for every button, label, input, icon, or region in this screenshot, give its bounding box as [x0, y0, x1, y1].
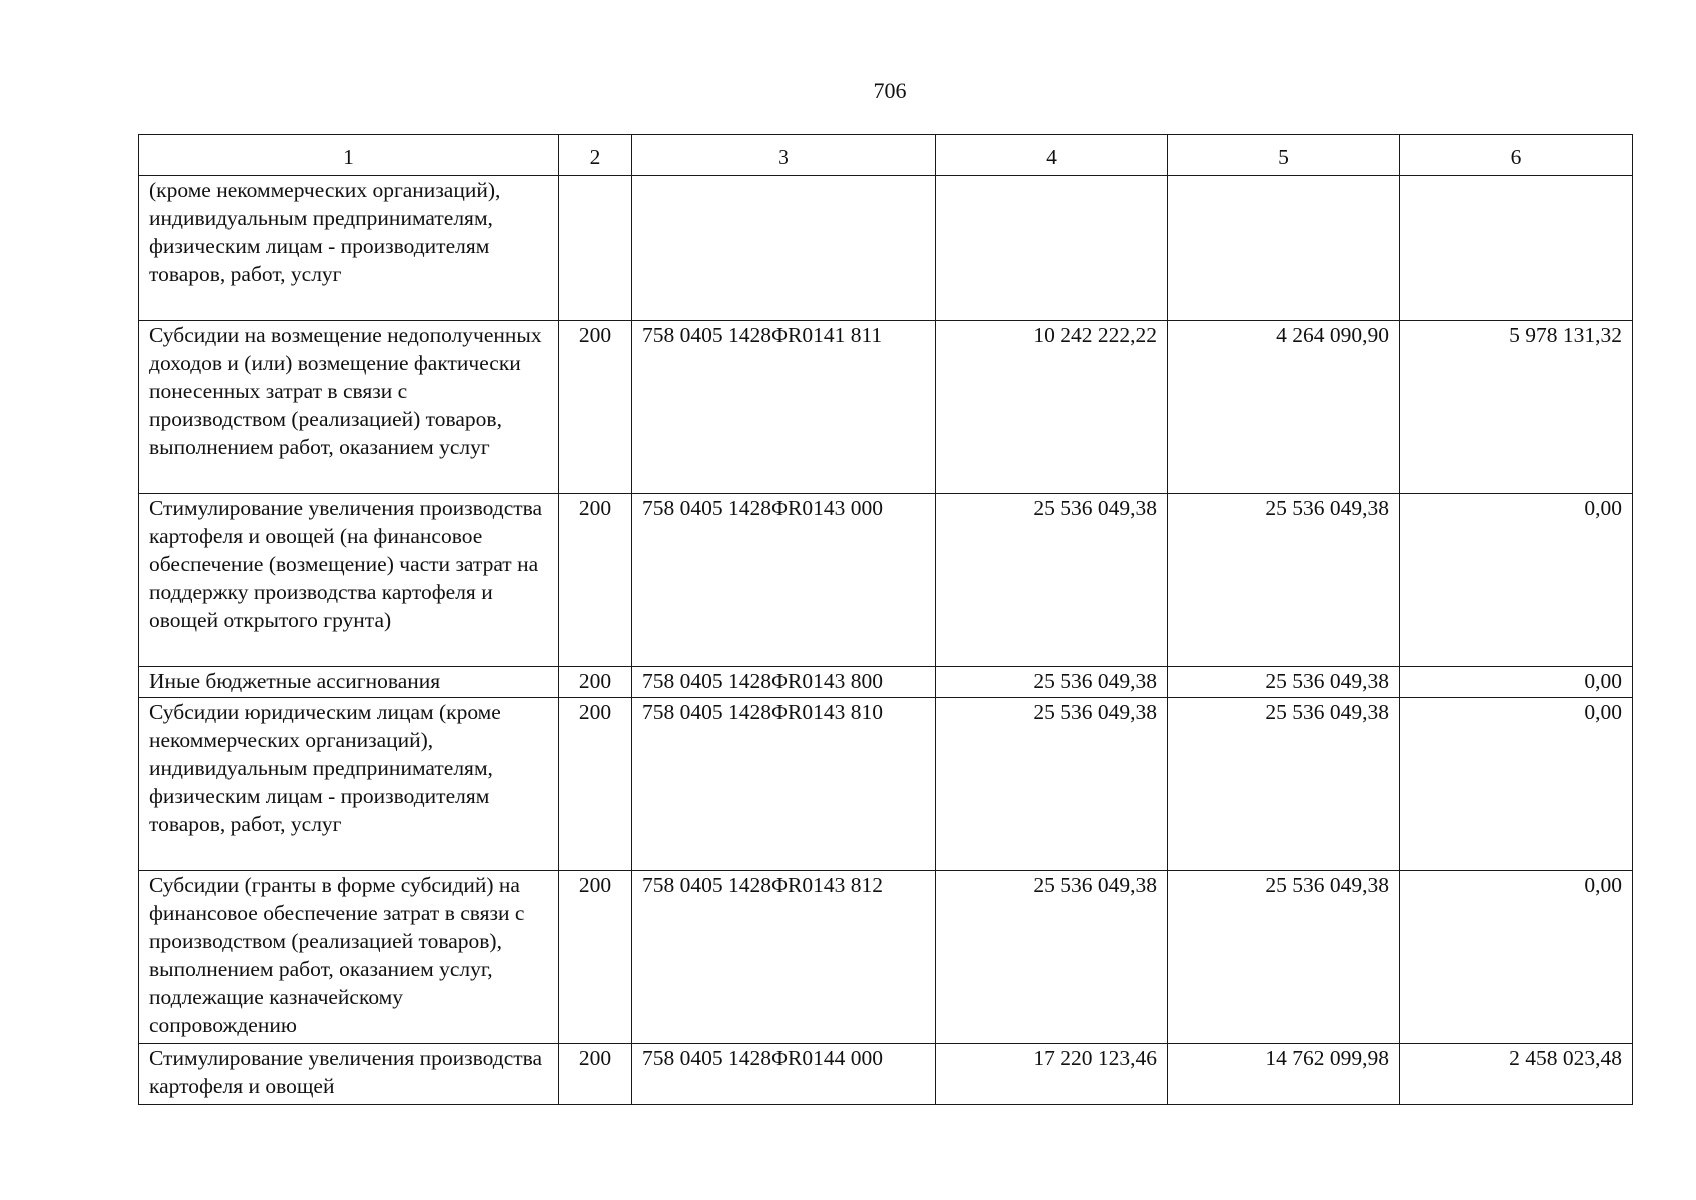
row-col4-cell [936, 176, 1168, 321]
row-code-cell: 758 0405 1428ФR0141 811 [632, 321, 936, 494]
row-col6-cell: 0,00 [1400, 871, 1633, 1044]
row-grbs-cell: 200 [559, 321, 632, 494]
row-col6-cell [1400, 176, 1633, 321]
row-name-cell: Иные бюджетные ассигнования [139, 667, 559, 698]
row-grbs-cell: 200 [559, 494, 632, 667]
row-code-cell [632, 176, 936, 321]
page-number: 706 [873, 78, 907, 103]
table-row [139, 667, 1633, 698]
row-name-cell: Стимулирование увеличения производства картофеля и овощей (на финансовое обеспечение (возмещение) части затрат на поддержку производства картофеля и овощей открытого грунта) [139, 494, 559, 667]
row-name-cell: Субсидии юридическим лицам (кроме некоммерческих организаций), индивидуальным предпринимателям, физическим лицам - производителям товаров, работ, услуг [139, 698, 559, 871]
row-col6-cell: 2 458 023,48 [1400, 1044, 1633, 1105]
budget-table [138, 134, 1633, 1105]
row-name-cell: Субсидии на возмещение недополученных доходов и (или) возмещение фактически понесенных затрат в связи с производством (реализацией) товаров, выполнением работ, оказанием услуг [139, 321, 559, 494]
row-grbs-cell: 200 [559, 871, 632, 1044]
row-col4-cell: 10 242 222,22 [936, 321, 1168, 494]
row-col4-cell: 25 536 049,38 [936, 667, 1168, 698]
row-grbs-cell: 200 [559, 667, 632, 698]
row-code-cell: 758 0405 1428ФR0143 812 [632, 871, 936, 1044]
row-col4-cell: 25 536 049,38 [936, 494, 1168, 667]
column-header-2: 2 [559, 135, 632, 176]
row-code-cell: 758 0405 1428ФR0143 000 [632, 494, 936, 667]
row-grbs-cell [559, 176, 632, 321]
table-row [139, 698, 1633, 871]
row-col5-cell: 14 762 099,98 [1168, 1044, 1400, 1105]
column-header-1: 1 [139, 135, 559, 176]
row-name-cell: (кроме некоммерческих организаций), индивидуальным предпринимателям, физическим лицам - производителям товаров, работ, услуг [139, 176, 559, 321]
column-header-5: 5 [1168, 135, 1400, 176]
row-col5-cell: 25 536 049,38 [1168, 871, 1400, 1044]
row-col4-cell: 25 536 049,38 [936, 698, 1168, 871]
row-col5-cell: 4 264 090,90 [1168, 321, 1400, 494]
table-row [139, 1044, 1633, 1105]
table-header-row [139, 135, 1633, 176]
column-header-4: 4 [936, 135, 1168, 176]
column-header-6: 6 [1400, 135, 1633, 176]
row-name-cell: Стимулирование увеличения производства картофеля и овощей [139, 1044, 559, 1105]
row-code-cell: 758 0405 1428ФR0143 810 [632, 698, 936, 871]
row-col4-cell: 25 536 049,38 [936, 871, 1168, 1044]
row-grbs-cell: 200 [559, 698, 632, 871]
row-col6-cell: 5 978 131,32 [1400, 321, 1633, 494]
row-grbs-cell: 200 [559, 1044, 632, 1105]
table-row [139, 321, 1633, 494]
row-code-cell: 758 0405 1428ФR0144 000 [632, 1044, 936, 1105]
row-col5-cell: 25 536 049,38 [1168, 667, 1400, 698]
row-col6-cell: 0,00 [1400, 667, 1633, 698]
row-col6-cell: 0,00 [1400, 698, 1633, 871]
row-name-cell: Субсидии (гранты в форме субсидий) на финансовое обеспечение затрат в связи с производством (реализацией товаров), выполнением работ, оказанием услуг, подлежащие казначейскому сопровождению [139, 871, 559, 1044]
row-col5-cell [1168, 176, 1400, 321]
row-col5-cell: 25 536 049,38 [1168, 698, 1400, 871]
table-row [139, 871, 1633, 1044]
row-col6-cell: 0,00 [1400, 494, 1633, 667]
table-row [139, 494, 1633, 667]
row-code-cell: 758 0405 1428ФR0143 800 [632, 667, 936, 698]
row-col5-cell: 25 536 049,38 [1168, 494, 1400, 667]
table-row [139, 176, 1633, 321]
row-col4-cell: 17 220 123,46 [936, 1044, 1168, 1105]
column-header-3: 3 [632, 135, 936, 176]
